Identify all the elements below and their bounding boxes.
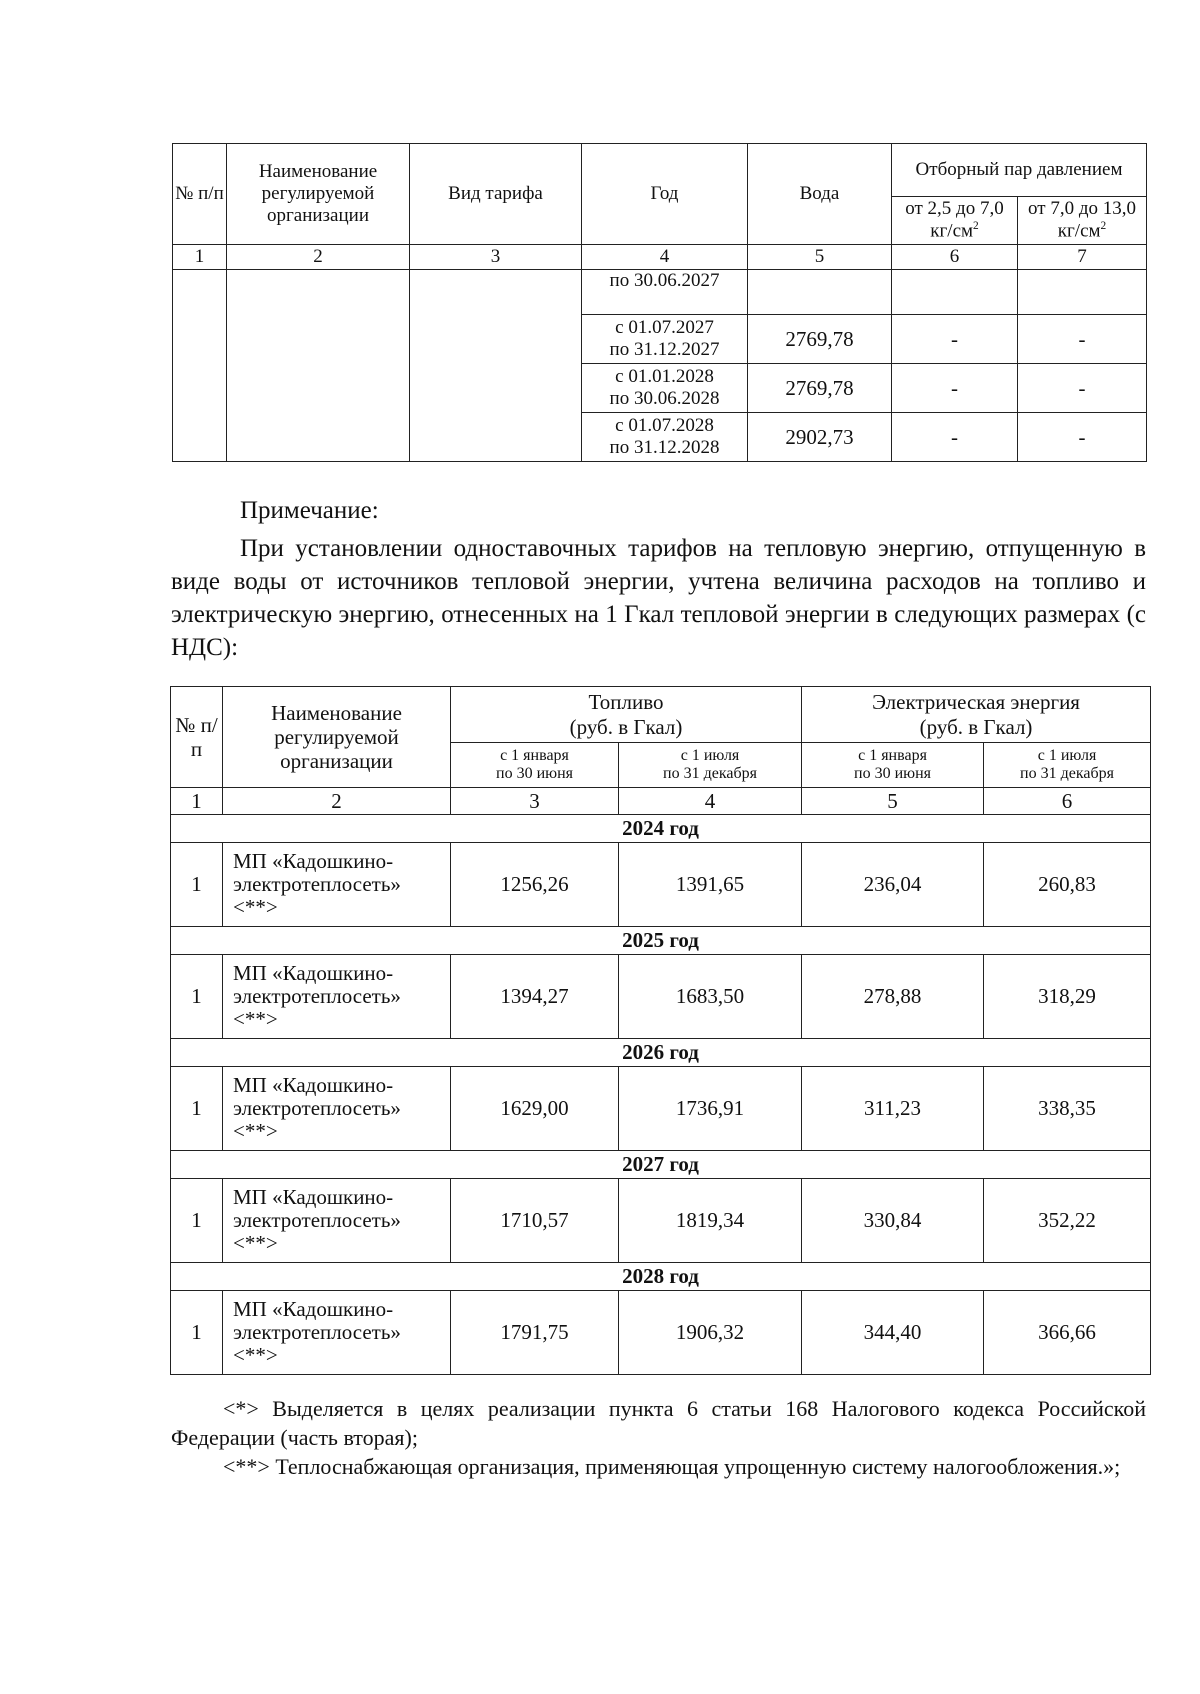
table-row <box>171 1179 1151 1263</box>
colnum: 3 <box>410 245 582 270</box>
header-fuel-h2: с 1 июля по 31 декабря <box>619 743 802 788</box>
header-tariff: Вид тарифа <box>410 144 582 245</box>
year-row-2028 <box>171 1263 1151 1291</box>
steam-b-value: - <box>1018 315 1147 364</box>
fuel-h2-value: 1819,34 <box>619 1179 802 1263</box>
water-value: 2902,73 <box>748 413 892 462</box>
header-fuel: Топливо (руб. в Гкал) <box>451 687 802 743</box>
header-org: Наименование регулируемой организации <box>223 687 451 788</box>
header-steam-b: от 7,0 до 13,0 $кг/см^2$ <box>1018 196 1147 244</box>
steam-b-value <box>1018 270 1147 315</box>
header-year: Год <box>582 144 748 245</box>
steam-a-value: - <box>892 315 1018 364</box>
colnum: 2 <box>227 245 410 270</box>
header-num: № п/п <box>171 687 223 788</box>
merged-org-cell <box>227 270 410 462</box>
elec-h1-value: 344,40 <box>802 1291 984 1375</box>
elec-h1-value: 278,88 <box>802 955 984 1039</box>
column-numbers-row <box>171 788 1151 815</box>
period-cell: с 01.01.2028 по 30.06.2028 <box>582 364 748 413</box>
year-label: 2027 год <box>171 1151 1151 1179</box>
colnum: 5 <box>748 245 892 270</box>
fuel-h1-value: 1394,27 <box>451 955 619 1039</box>
org-name: МП «Кадошкино- электротеплосеть» <**> <box>223 1291 451 1375</box>
colnum: 4 <box>619 788 802 815</box>
merged-num-cell <box>173 270 227 462</box>
header-num: № п/п <box>173 144 227 245</box>
elec-h2-value: 352,22 <box>984 1179 1151 1263</box>
fuel-h1-value: 1256,26 <box>451 843 619 927</box>
header-elec-h1: с 1 января по 30 июня <box>802 743 984 788</box>
table-row <box>171 1067 1151 1151</box>
header-water: Вода <box>748 144 892 245</box>
colnum: 4 <box>582 245 748 270</box>
footnote-1: <*> Выделяется в целях реализации пункта 6 статьи 168 Налогового кодекса Российской Федерации (часть вторая); <box>171 1396 1146 1450</box>
elec-h2-value: 318,29 <box>984 955 1151 1039</box>
year-label: 2026 год <box>171 1039 1151 1067</box>
year-row-2025 <box>171 927 1151 955</box>
header-steam: Отборный пар давлением <box>892 144 1147 197</box>
fuel-h2-value: 1906,32 <box>619 1291 802 1375</box>
table-row <box>171 843 1151 927</box>
org-name: МП «Кадошкино- электротеплосеть» <**> <box>223 1067 451 1151</box>
elec-h1-value: 236,04 <box>802 843 984 927</box>
row-num: 1 <box>171 1067 223 1151</box>
water-value <box>748 270 892 315</box>
header-elec-h2: с 1 июля по 31 декабря <box>984 743 1151 788</box>
year-row-2024 <box>171 815 1151 843</box>
fuel-h2-value: 1736,91 <box>619 1067 802 1151</box>
year-label: 2028 год <box>171 1263 1151 1291</box>
footnote-2: <**> Теплоснабжающая организация, применяющая упрощенную систему налогообложения.»; <box>223 1454 1121 1479</box>
fuel-h1-value: 1629,00 <box>451 1067 619 1151</box>
row-num: 1 <box>171 1291 223 1375</box>
note-body: При установлении одноставочных тарифов на тепловую энергию, отпущенную в виде воды от источников тепловой энергии, учтена величина расходов на топливо и электрическую энергию, отнесенных на 1 Гкал тепловой энергии в следующих размерах (с НДС): <box>171 535 1146 661</box>
note-title: Примечание: <box>240 497 379 524</box>
org-name: МП «Кадошкино- электротеплосеть» <**> <box>223 843 451 927</box>
header-row <box>171 687 1151 743</box>
elec-h1-value: 311,23 <box>802 1067 984 1151</box>
header-row <box>173 144 1147 197</box>
elec-h2-value: 366,66 <box>984 1291 1151 1375</box>
water-value: 2769,78 <box>748 315 892 364</box>
colnum: 7 <box>1018 245 1147 270</box>
colnum: 3 <box>451 788 619 815</box>
year-row-2027 <box>171 1151 1151 1179</box>
period-cell: с 01.07.2028 по 31.12.2028 <box>582 413 748 462</box>
year-label: 2025 год <box>171 927 1151 955</box>
merged-tariff-cell <box>410 270 582 462</box>
header-electricity: Электрическая энергия (руб. в Гкал) <box>802 687 1151 743</box>
colnum: 5 <box>802 788 984 815</box>
steam-b-value: - <box>1018 413 1147 462</box>
column-numbers-row <box>173 245 1147 270</box>
elec-h1-value: 330,84 <box>802 1179 984 1263</box>
elec-h2-value: 338,35 <box>984 1067 1151 1151</box>
steam-a-value <box>892 270 1018 315</box>
colnum: 6 <box>892 245 1018 270</box>
fuel-h2-value: 1391,65 <box>619 843 802 927</box>
table-row <box>173 270 1147 315</box>
header-fuel-h1: с 1 января по 30 июня <box>451 743 619 788</box>
period-cell: с 01.07.2027 по 31.12.2027 <box>582 315 748 364</box>
org-name: МП «Кадошкино- электротеплосеть» <**> <box>223 1179 451 1263</box>
fuel-h2-value: 1683,50 <box>619 955 802 1039</box>
header-org: Наименование регулируемой организации <box>227 144 410 245</box>
header-steam-a: от 2,5 до 7,0 $кг/см^2$ <box>892 196 1018 244</box>
tariff-table <box>172 143 1147 462</box>
row-num: 1 <box>171 843 223 927</box>
period-cell: по 30.06.2027 <box>582 270 748 315</box>
steam-b-value: - <box>1018 364 1147 413</box>
org-name: МП «Кадошкино- электротеплосеть» <**> <box>223 955 451 1039</box>
row-num: 1 <box>171 1179 223 1263</box>
fuel-h1-value: 1710,57 <box>451 1179 619 1263</box>
year-label: 2024 год <box>171 815 1151 843</box>
elec-h2-value: 260,83 <box>984 843 1151 927</box>
year-row-2026 <box>171 1039 1151 1067</box>
steam-a-value: - <box>892 413 1018 462</box>
steam-a-value: - <box>892 364 1018 413</box>
colnum: 2 <box>223 788 451 815</box>
table-row <box>171 955 1151 1039</box>
costs-table <box>170 686 1151 1375</box>
water-value: 2769,78 <box>748 364 892 413</box>
colnum: 1 <box>173 245 227 270</box>
table-row <box>171 1291 1151 1375</box>
fuel-h1-value: 1791,75 <box>451 1291 619 1375</box>
colnum: 1 <box>171 788 223 815</box>
row-num: 1 <box>171 955 223 1039</box>
colnum: 6 <box>984 788 1151 815</box>
